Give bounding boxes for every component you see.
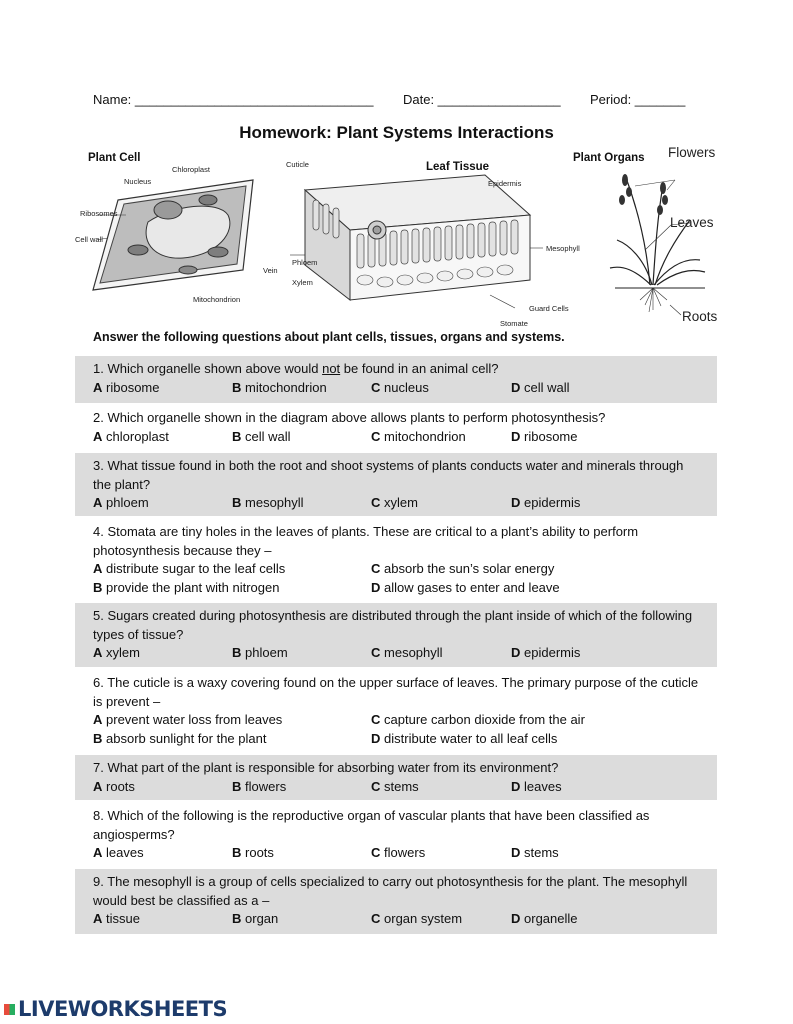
question-stem <box>93 807 699 844</box>
question-stem <box>93 523 699 560</box>
question-stem <box>93 674 699 711</box>
answer-option[interactable] <box>371 844 425 863</box>
option-letter: D <box>371 579 381 595</box>
option-letter: A <box>93 428 103 444</box>
question-2 <box>75 405 717 450</box>
question-text: 9. The mesophyll is a group of cells specialized to carry out photosynthesis for the plant. The mesophyll would best be classified as a – <box>93 874 688 908</box>
option-letter: B <box>232 911 242 926</box>
answer-option[interactable] <box>232 778 286 797</box>
answer-option[interactable] <box>511 379 570 398</box>
option-letter: D <box>511 428 521 444</box>
question-stem <box>93 360 699 379</box>
question-8 <box>75 803 717 866</box>
answer-option[interactable] <box>93 644 140 663</box>
option-text: ribosome <box>524 428 578 444</box>
option-text: cell wall <box>245 428 291 444</box>
label-chloroplast: Chloroplast <box>172 165 210 174</box>
label-cuticle: Cuticle <box>286 160 309 169</box>
option-letter: C <box>371 561 381 576</box>
option-text: chloroplast <box>106 428 169 444</box>
question-text: 1. Which organelle shown above would <box>93 361 323 376</box>
option-text: flowers <box>245 778 287 794</box>
option-letter: A <box>93 561 103 576</box>
option-text: allow gases to enter and leave <box>384 579 560 595</box>
option-letter: C <box>371 428 381 444</box>
label-nucleus: Nucleus <box>124 177 152 186</box>
answer-option[interactable] <box>232 428 291 447</box>
answer-option[interactable] <box>232 844 274 863</box>
option-letter: D <box>511 778 521 794</box>
answer-option[interactable] <box>511 644 580 663</box>
question-text: 8. Which of the following is the reproductive organ of vascular plants that have been classified as angiosperms? <box>93 808 650 842</box>
name-field[interactable]: Name: _________________________________ <box>93 92 374 107</box>
answer-row <box>93 730 699 749</box>
leaf-tissue-title: Leaf Tissue <box>426 161 490 173</box>
label-cell-wall: Cell wall <box>75 235 103 244</box>
question-emphasis: not <box>322 361 341 376</box>
instructions: Answer the following questions about plant cells, tissues, organs and systems. <box>93 330 565 344</box>
option-text: ribosome <box>106 379 160 395</box>
question-text-end: be found in an animal cell? <box>340 361 499 376</box>
student-header <box>93 92 713 112</box>
option-text: cell wall <box>524 379 570 395</box>
plant-organs-diagram <box>605 160 715 320</box>
answer-option[interactable] <box>232 644 288 663</box>
label-stomate: Stomate <box>500 319 528 328</box>
question-text: 7. What part of the plant is responsible for absorbing water from its environment? <box>93 760 559 775</box>
answer-option[interactable] <box>93 379 159 398</box>
option-text: mesophyll <box>245 495 304 510</box>
option-letter: D <box>511 645 521 660</box>
answer-option[interactable] <box>511 778 562 797</box>
question-stem <box>93 409 699 428</box>
question-4 <box>75 519 717 599</box>
label-epidermis: Epidermis <box>488 179 522 188</box>
answer-row <box>93 778 699 797</box>
answer-option[interactable] <box>371 379 429 398</box>
liveworksheets-logo <box>4 997 227 1021</box>
option-text: epidermis <box>524 495 581 510</box>
answer-row <box>93 910 699 929</box>
logo-icon <box>4 1004 15 1015</box>
label-ribosomes: Ribosomes <box>80 209 118 218</box>
answer-option[interactable] <box>93 844 144 863</box>
answer-option[interactable] <box>93 560 285 579</box>
date-field[interactable]: Date: _________________ <box>403 92 561 107</box>
question-stem <box>93 759 699 778</box>
answer-option[interactable] <box>232 494 304 513</box>
leaf-tissue-diagram <box>285 170 545 325</box>
question-6 <box>75 670 717 752</box>
answer-option[interactable] <box>371 644 443 663</box>
answer-option[interactable] <box>371 494 418 513</box>
answer-row <box>93 844 699 863</box>
option-text: xylem <box>106 645 140 660</box>
answer-row <box>93 494 699 513</box>
answer-option[interactable] <box>371 428 466 447</box>
plant-cell-diagram <box>78 160 278 310</box>
option-text: organ <box>245 911 279 926</box>
option-letter: A <box>93 495 103 510</box>
option-text: flowers <box>384 845 426 860</box>
option-letter: B <box>232 379 242 395</box>
option-text: mesophyll <box>384 645 443 660</box>
answer-option[interactable] <box>371 910 462 929</box>
option-text: phloem <box>106 495 149 510</box>
option-letter: C <box>371 379 381 395</box>
answer-row <box>93 560 699 579</box>
answer-option[interactable] <box>511 428 577 447</box>
option-text: prevent water loss from leaves <box>106 712 283 727</box>
option-text: absorb the sun’s solar energy <box>384 561 555 576</box>
answer-option[interactable] <box>371 778 419 797</box>
option-letter: B <box>232 495 242 510</box>
logo-text: LIVEWORKSHEETS <box>18 997 228 1021</box>
question-text: 5. Sugars created during photosynthesis are distributed through the plant inside of which of the following types of tissue? <box>93 608 693 642</box>
option-letter: C <box>371 911 381 926</box>
question-1 <box>75 356 717 403</box>
answer-option[interactable] <box>232 379 327 398</box>
option-text: distribute sugar to the leaf cells <box>106 561 286 576</box>
question-text: 3. What tissue found in both the root and shoot systems of plants conducts water and minerals through the plant? <box>93 458 684 492</box>
label-guard-cells: Guard Cells <box>529 304 569 313</box>
option-text: leaves <box>106 845 144 860</box>
option-text: provide the plant with nitrogen <box>106 579 280 595</box>
page-title: Homework: Plant Systems Interactions <box>239 123 554 142</box>
label-flowers: Flowers <box>668 145 716 160</box>
label-roots: Roots <box>682 309 718 324</box>
option-letter: C <box>371 778 381 794</box>
option-text: xylem <box>384 495 418 510</box>
period-field[interactable]: Period: _______ <box>590 92 686 107</box>
answer-row <box>93 379 699 398</box>
option-text: absorb sunlight for the plant <box>106 730 267 746</box>
option-letter: C <box>371 712 381 727</box>
label-mitochondrion: Mitochondrion <box>193 295 241 304</box>
option-text: mitochondrion <box>384 428 466 444</box>
answer-option[interactable] <box>93 910 140 929</box>
answer-row <box>93 711 699 730</box>
question-9 <box>75 869 717 934</box>
option-text: organ system <box>384 911 463 926</box>
option-letter: D <box>511 495 521 510</box>
option-letter: A <box>93 645 103 660</box>
answer-option[interactable] <box>93 730 266 749</box>
answer-option[interactable] <box>93 494 149 513</box>
option-letter: C <box>371 845 381 860</box>
label-xylem: Xylem <box>292 278 313 287</box>
answer-option[interactable] <box>93 711 282 730</box>
option-letter: A <box>93 911 103 926</box>
answer-row <box>93 579 699 598</box>
option-letter: A <box>93 845 103 860</box>
answer-row <box>93 428 699 447</box>
label-mesophyll: Mesophyll <box>546 244 580 253</box>
plant-cell-title: Plant Cell <box>88 152 141 164</box>
answer-option[interactable] <box>93 428 169 447</box>
answer-option[interactable] <box>511 844 559 863</box>
answer-option[interactable] <box>371 711 585 730</box>
option-text: nucleus <box>384 379 429 395</box>
question-stem <box>93 873 699 910</box>
option-letter: A <box>93 379 103 395</box>
answer-option[interactable] <box>511 910 578 929</box>
option-text: roots <box>106 778 135 794</box>
question-3 <box>75 453 717 516</box>
option-text: leaves <box>524 778 562 794</box>
option-text: distribute water to all leaf cells <box>384 730 558 746</box>
label-vein: Vein <box>263 266 278 275</box>
option-letter: B <box>93 579 103 595</box>
option-letter: A <box>93 778 103 794</box>
answer-option[interactable] <box>371 579 560 598</box>
option-letter: B <box>232 845 242 860</box>
question-text: 4. Stomata are tiny holes in the leaves of plants. These are critical to a plant’s ability to perform photosynthesis because they – <box>93 524 639 558</box>
option-letter: D <box>511 379 521 395</box>
answer-option[interactable] <box>371 560 554 579</box>
answer-option[interactable] <box>93 778 135 797</box>
option-text: mitochondrion <box>245 379 327 395</box>
question-text: 6. The cuticle is a waxy covering found on the upper surface of leaves. The primary purpose of the cuticle is prevent – <box>93 675 699 709</box>
answer-row <box>93 644 699 663</box>
option-text: capture carbon dioxide from the air <box>384 712 585 727</box>
option-letter: B <box>93 730 103 746</box>
label-phloem: Phloem <box>292 258 318 267</box>
answer-option[interactable] <box>232 910 278 929</box>
option-letter: C <box>371 645 381 660</box>
option-text: stems <box>524 845 559 860</box>
question-stem <box>93 607 699 644</box>
option-text: phloem <box>245 645 288 660</box>
option-letter: D <box>511 911 521 926</box>
option-letter: B <box>232 428 242 444</box>
question-stem <box>93 457 699 494</box>
option-letter: A <box>93 712 103 727</box>
label-leaves: Leaves <box>670 215 714 230</box>
option-text: organelle <box>524 911 578 926</box>
option-letter: D <box>371 730 381 746</box>
plant-organs-title: Plant Organs <box>573 152 645 164</box>
option-text: epidermis <box>524 645 581 660</box>
question-5 <box>75 603 717 667</box>
answer-option[interactable] <box>511 494 580 513</box>
question-7 <box>75 755 717 800</box>
question-text: 2. Which organelle shown in the diagram above allows plants to perform photosynthesis? <box>93 410 606 425</box>
option-text: tissue <box>106 911 140 926</box>
option-text: roots <box>245 845 274 860</box>
option-text: stems <box>384 778 419 794</box>
option-letter: D <box>511 845 521 860</box>
option-letter: C <box>371 495 381 510</box>
option-letter: B <box>232 778 242 794</box>
option-letter: B <box>232 645 242 660</box>
answer-option[interactable] <box>371 730 557 749</box>
answer-option[interactable] <box>93 579 279 598</box>
